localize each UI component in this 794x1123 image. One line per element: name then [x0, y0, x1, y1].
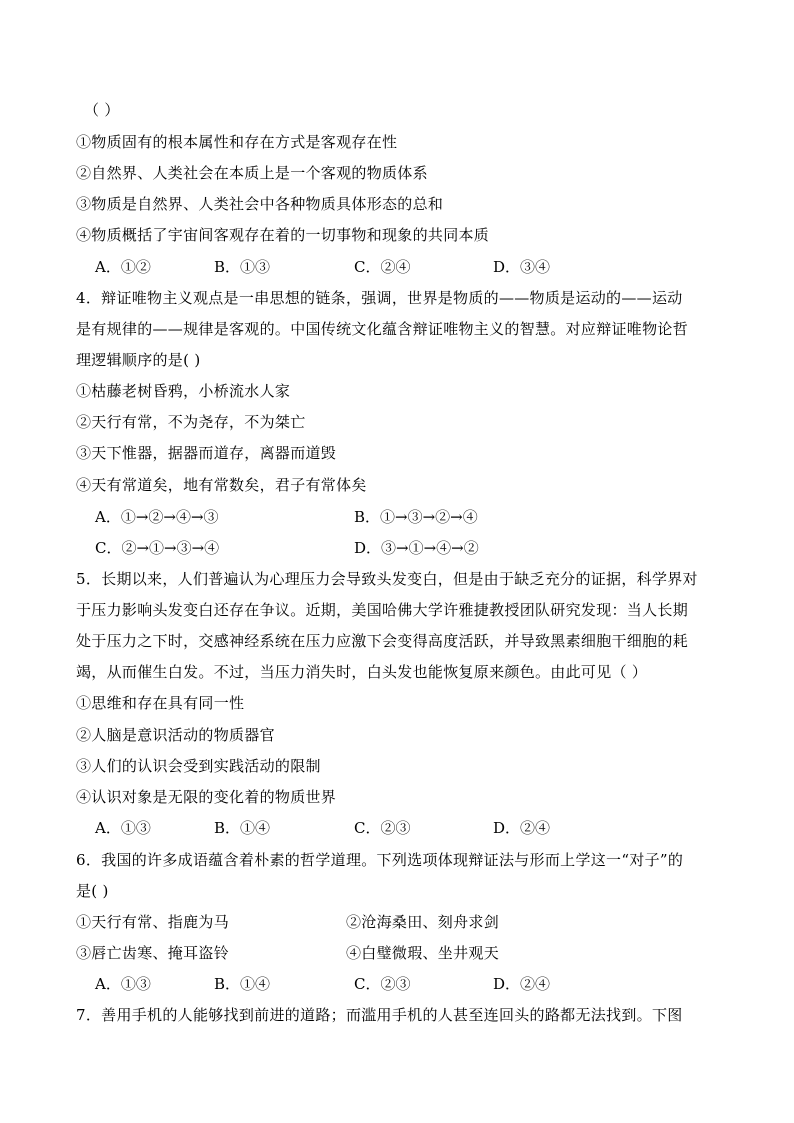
q6-item-3: ③唇亡齿寒、掩耳盗铃 [76, 944, 230, 962]
q5-option-c: C．②③ [354, 819, 411, 837]
q4-item-1: ①枯藤老树昏鸦，小桥流水人家 [76, 382, 291, 400]
q6-stem-line-2: 是( ) [76, 882, 109, 900]
q5-item-3: ③人们的认识会受到实践活动的限制 [76, 757, 321, 775]
q5-stem-line-2: 于压力影响头发变白还存在争议。近期，美国哈佛大学许雅捷教授团队研究发现：当人长期 [76, 601, 689, 619]
q5-stem-line-4: 竭，从而催生白发。不过，当压力消失时，白头发也能恢复原来颜色。由此可见（ ） [76, 663, 648, 681]
q5-option-b: B．①④ [214, 819, 271, 837]
q4-option-d: D．③→①→④→② [354, 539, 479, 557]
q4-item-4: ④天有常道矣，地有常数矣，君子有常体矣 [76, 476, 367, 494]
q6-option-c: C．②③ [354, 975, 411, 993]
q4-item-3: ③天下惟器，据器而道存，离器而道毁 [76, 444, 337, 462]
q3-answer-blank: （ ） [84, 101, 120, 119]
q3-item-4: ④物质概括了宇宙间客观存在着的一切事物和现象的共同本质 [76, 226, 490, 244]
q4-option-b: B．①→③→②→④ [354, 508, 478, 526]
q6-option-b: B．①④ [214, 975, 271, 993]
q5-item-4: ④认识对象是无限的变化着的物质世界 [76, 788, 337, 806]
q5-item-2: ②人脑是意识活动的物质器官 [76, 726, 275, 744]
q5-stem-line-3: 处于压力之下时，交感神经系统在压力应激下会变得高度活跃，并导致黑素细胞干细胞的耗 [76, 632, 689, 650]
q3-item-2: ②自然界、人类社会在本质上是一个客观的物质体系 [76, 164, 428, 182]
q3-option-a: A．①② [95, 258, 151, 276]
q4-item-2: ②天行有常，不为尧存，不为桀亡 [76, 413, 306, 431]
q3-option-d: D．③④ [493, 258, 551, 276]
q3-option-b: B．①③ [214, 258, 271, 276]
q7-stem-line-1: 7．善用手机的人能够找到前进的道路；而滥用手机的人甚至连回头的路都无法找到。下图 [76, 1006, 683, 1024]
q6-stem-line-1: 6．我国的许多成语蕴含着朴素的哲学道理。下列选项体现辩证法与形而上学这一“对子”的 [76, 851, 684, 869]
q4-stem-line-3: 理逻辑顺序的是( ) [76, 351, 201, 369]
q4-stem-line-1: 4．辩证唯物主义观点是一串思想的链条，强调，世界是物质的——物质是运动的——运动 [76, 289, 683, 307]
q5-stem-line-1: 5．长期以来，人们普遍认为心理压力会导致头发变白，但是由于缺乏充分的证据，科学界对 [76, 570, 698, 588]
q6-item-2: ②沧海桑田、刻舟求剑 [346, 913, 500, 931]
q3-item-1: ①物质固有的根本属性和存在方式是客观存在性 [76, 133, 398, 151]
q6-item-4: ④白璧微瑕、坐井观天 [346, 944, 500, 962]
q3-item-3: ③物质是自然界、人类社会中各种物质具体形态的总和 [76, 195, 444, 213]
q5-option-a: A．①③ [95, 819, 151, 837]
q4-option-a: A．①→②→④→③ [95, 508, 219, 526]
q3-option-c: C．②④ [354, 258, 411, 276]
q5-option-d: D．②④ [493, 819, 551, 837]
q4-option-c: C．②→①→③→④ [95, 539, 220, 557]
q4-stem-line-2: 是有规律的——规律是客观的。中国传统文化蕴含辩证唯物主义的智慧。对应辩证唯物论哲 [76, 320, 689, 338]
q5-item-1: ①思维和存在具有同一性 [76, 694, 245, 712]
q6-option-d: D．②④ [493, 975, 551, 993]
q6-item-1: ①天行有常、指鹿为马 [76, 913, 230, 931]
q6-option-a: A．①③ [95, 975, 151, 993]
